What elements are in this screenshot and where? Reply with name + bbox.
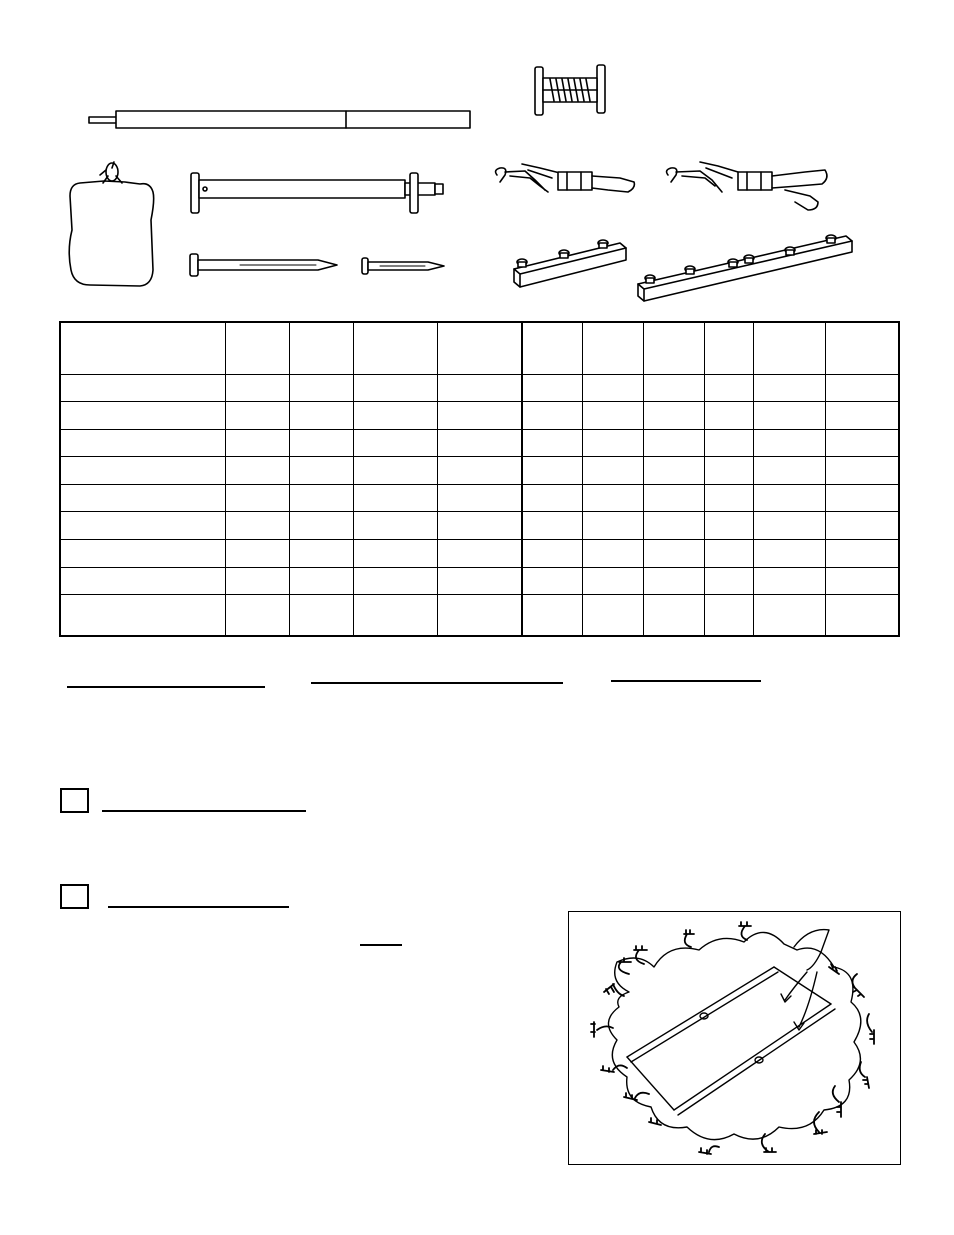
parts-table-cell [753, 457, 825, 485]
parts-table-cell [353, 457, 437, 485]
parts-table-cell [643, 539, 704, 567]
parts-table-cell [753, 512, 825, 540]
parts-table-header-row [60, 322, 899, 374]
parts-table-cell [704, 402, 753, 430]
parts-table-cell [522, 374, 582, 402]
parts-table-cell [289, 457, 353, 485]
parts-table-header-cell [582, 322, 643, 374]
parts-table-cell [225, 429, 289, 457]
parts-table-cell [60, 457, 225, 485]
parts-table-header-cell [704, 322, 753, 374]
section-heading-rule-3 [611, 680, 761, 682]
frame-pole-icon [89, 111, 470, 128]
parts-table-cell [289, 512, 353, 540]
parts-table-cell [353, 539, 437, 567]
parts-table-header-cell [437, 322, 522, 374]
parts-table-cell [582, 402, 643, 430]
parts-table-cell [522, 595, 582, 636]
section-heading-rule-1 [67, 686, 265, 688]
parts-table-cell [437, 539, 522, 567]
parts-table-cell [522, 512, 582, 540]
parts-table-cell [825, 567, 899, 595]
parts-table-cell [643, 595, 704, 636]
parts-table-header-cell [225, 322, 289, 374]
parts-table-row [60, 567, 899, 595]
parts-table-cell [825, 402, 899, 430]
parts-table-cell [289, 567, 353, 595]
parts-table-cell [582, 374, 643, 402]
parts-table-cell [522, 457, 582, 485]
parts-table-cell [704, 374, 753, 402]
parts-table-cell [825, 429, 899, 457]
stake-bag-icon [69, 162, 153, 286]
parts-table-cell [704, 512, 753, 540]
parts-table-cell [225, 512, 289, 540]
parts-table-cell [704, 539, 753, 567]
parts-table-row [60, 595, 899, 636]
parts-table-cell [225, 374, 289, 402]
parts-table-cell [225, 484, 289, 512]
parts-table-cell [753, 539, 825, 567]
bracket-bar-long-icon [638, 235, 852, 301]
parts-table-cell [353, 484, 437, 512]
parts-table-cell [437, 484, 522, 512]
parts-table-cell [60, 484, 225, 512]
parts-table-row [60, 539, 899, 567]
parts-table-cell [289, 374, 353, 402]
parts-table-cell [353, 402, 437, 430]
inline-emphasis-rule [360, 944, 402, 946]
parts-table-cell [753, 429, 825, 457]
parts-table-row [60, 512, 899, 540]
parts-illustration [0, 0, 954, 310]
parts-table-row [60, 402, 899, 430]
bracket-bar-short-icon [514, 240, 626, 287]
t-connector-icon [535, 65, 605, 115]
parts-table-cell [225, 539, 289, 567]
parts-table-cell [437, 457, 522, 485]
parts-table-cell [60, 539, 225, 567]
parts-table-cell [753, 402, 825, 430]
parts-table-cell [437, 374, 522, 402]
parts-table-cell [825, 484, 899, 512]
parts-table-cell [353, 595, 437, 636]
parts-table-cell [522, 484, 582, 512]
parts-table-cell [582, 539, 643, 567]
parts-table-cell [704, 567, 753, 595]
parts-table-cell [825, 512, 899, 540]
parts-table-cell [582, 457, 643, 485]
parts-table-cell [60, 595, 225, 636]
parts-table-cell [353, 429, 437, 457]
strap-ratchet-icon [667, 162, 827, 210]
parts-table-cell [225, 595, 289, 636]
parts-table-cell [643, 512, 704, 540]
parts-table-cell [289, 539, 353, 567]
parts-table-row [60, 457, 899, 485]
parts-table-cell [522, 567, 582, 595]
parts-table-header-cell [353, 322, 437, 374]
parts-table-cell [289, 402, 353, 430]
parts-table-cell [643, 457, 704, 485]
parts-table-cell [643, 402, 704, 430]
parts-table-cell [60, 429, 225, 457]
parts-table-cell [582, 512, 643, 540]
step-heading-rule-2 [108, 906, 289, 908]
parts-table-header-cell [289, 322, 353, 374]
parts-table-cell [825, 595, 899, 636]
parts-table-cell [225, 402, 289, 430]
parts-table-cell [522, 402, 582, 430]
parts-table-cell [582, 595, 643, 636]
parts-table-cell [437, 595, 522, 636]
parts-table-cell [753, 374, 825, 402]
parts-table-cell [289, 595, 353, 636]
strap-ratchet-icon [496, 164, 635, 192]
parts-table-cell [825, 457, 899, 485]
canopy-layout-figure [568, 911, 901, 1165]
parts-table-cell [289, 429, 353, 457]
parts-table-cell [753, 595, 825, 636]
parts-table-header-cell [522, 322, 582, 374]
parts-table [59, 321, 900, 637]
parts-table-cell [582, 484, 643, 512]
parts-table-cell [704, 595, 753, 636]
parts-table-cell [643, 484, 704, 512]
parts-table-cell [704, 429, 753, 457]
leg-pole-icon [191, 173, 443, 213]
parts-table-cell [437, 567, 522, 595]
parts-table-cell [522, 539, 582, 567]
parts-table-cell [753, 567, 825, 595]
ground-stake-small-icon [362, 258, 444, 274]
parts-table-row [60, 374, 899, 402]
parts-table-cell [582, 567, 643, 595]
step-checkbox-2[interactable] [60, 884, 89, 909]
parts-table-cell [353, 512, 437, 540]
step-checkbox-1[interactable] [60, 788, 89, 813]
parts-table-header-cell [643, 322, 704, 374]
parts-table-cell [643, 374, 704, 402]
ground-stake-large-icon [190, 254, 337, 276]
parts-table-cell [643, 429, 704, 457]
parts-table-body [60, 322, 899, 636]
parts-table-header-cell [753, 322, 825, 374]
parts-table-cell [582, 429, 643, 457]
parts-table-cell [289, 484, 353, 512]
parts-table-cell [704, 484, 753, 512]
parts-table-cell [704, 457, 753, 485]
parts-table-cell [225, 567, 289, 595]
parts-table-cell [753, 484, 825, 512]
parts-table-cell [353, 567, 437, 595]
parts-table-row [60, 429, 899, 457]
parts-table-cell [437, 429, 522, 457]
parts-table-cell [825, 539, 899, 567]
parts-table-cell [225, 457, 289, 485]
parts-table-header-cell [60, 322, 225, 374]
parts-table-cell [353, 374, 437, 402]
parts-table-cell [60, 402, 225, 430]
parts-table-cell [60, 512, 225, 540]
parts-table-cell [437, 402, 522, 430]
parts-table-cell [643, 567, 704, 595]
parts-table-cell [437, 512, 522, 540]
parts-table-row [60, 484, 899, 512]
canopy-layout-diagram-icon [569, 912, 900, 1164]
parts-table-cell [60, 567, 225, 595]
parts-table-header-cell [825, 322, 899, 374]
step-heading-rule-1 [102, 810, 306, 812]
parts-table-cell [60, 374, 225, 402]
section-heading-rule-2 [311, 682, 563, 684]
parts-table-cell [522, 429, 582, 457]
parts-table-cell [825, 374, 899, 402]
